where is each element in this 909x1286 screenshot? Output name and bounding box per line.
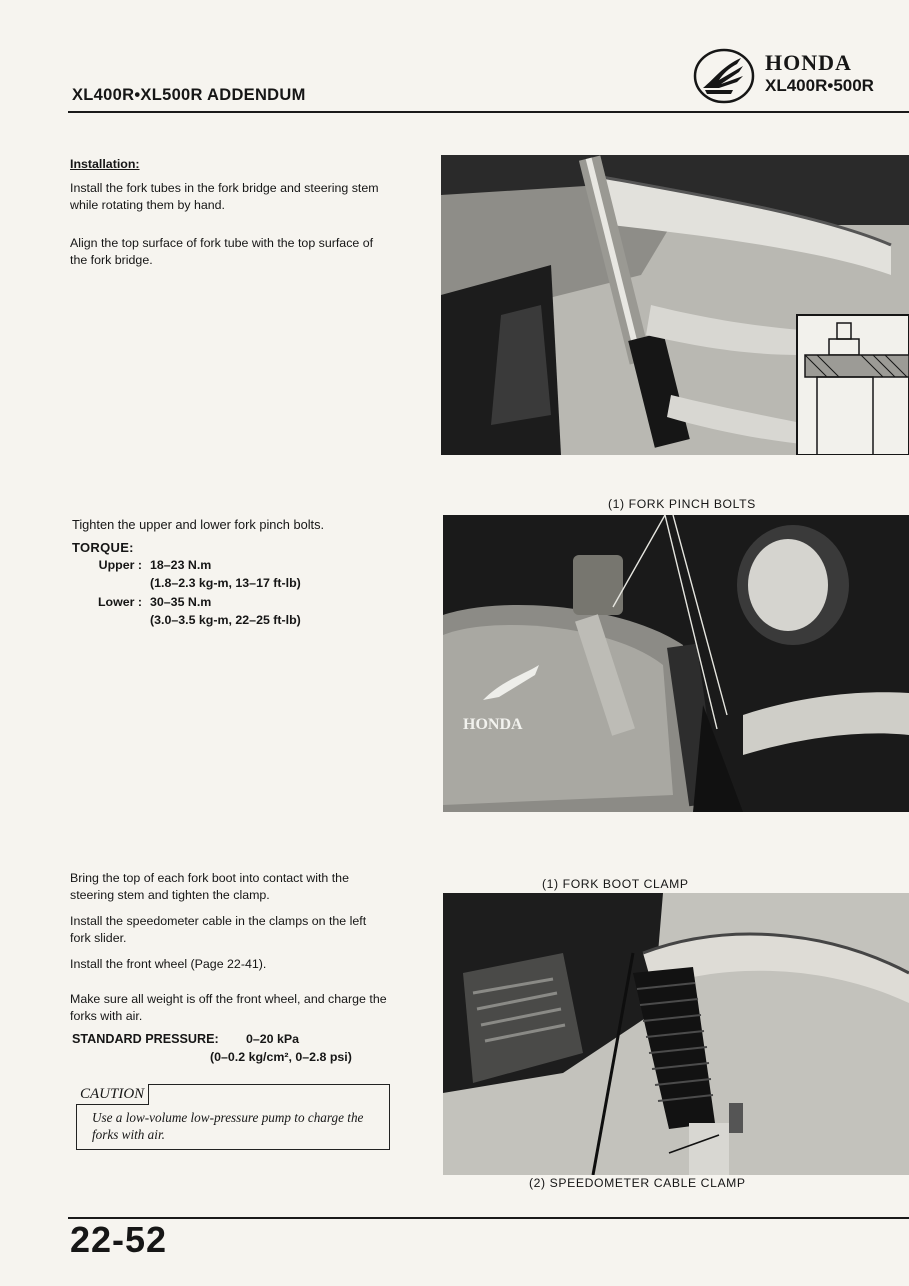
installation-paragraph-1: Install the fork tubes in the fork bridge and steering stem while rotating them by hand. — [70, 181, 379, 212]
footer-rule — [68, 1217, 909, 1219]
boot-paragraph-2: Install the speedometer cable in the clamps on the left fork slider. — [70, 914, 367, 945]
honda-wing-logo-icon — [693, 48, 755, 104]
caption-fork-pinch-bolts: (1) FORK PINCH BOLTS — [608, 497, 756, 511]
standard-pressure-value: 0–20 kPa — [246, 1032, 300, 1046]
photo-fork-installation — [441, 155, 909, 455]
installation-heading: Installation: — [70, 157, 140, 171]
boot-paragraph-3: Install the front wheel (Page 22-41). — [70, 957, 267, 971]
caption-speedometer-cable-clamp: (2) SPEEDOMETER CABLE CLAMP — [529, 1176, 746, 1190]
torque-upper-value: 18–23 N.m — [150, 558, 212, 572]
installation-paragraph-2: Align the top surface of fork tube with the top surface of the fork bridge. — [70, 236, 374, 267]
standard-pressure-alt-value: (0–0.2 kg/cm², 0–2.8 psi) — [210, 1050, 352, 1064]
photo-fork-pinch-bolts — [443, 515, 909, 812]
brand-model: XL400R•500R — [765, 76, 874, 95]
page-header-title: XL400R•XL500R ADDENDUM — [72, 86, 306, 104]
caution-text: Use a low-volume low-pressure pump to charge the forks with air. — [92, 1110, 364, 1142]
page-number: 22-52 — [70, 1219, 168, 1260]
boot-paragraph-1: Bring the top of each fork boot into contact with the steering stem and tighten the clamp. — [70, 871, 349, 902]
torque-lower-value: 30–35 N.m — [150, 595, 212, 609]
header-rule — [68, 111, 909, 113]
torque-upper-alt-value: (1.8–2.3 kg-m, 13–17 ft-lb) — [150, 576, 301, 590]
torque-title: TORQUE: — [72, 540, 134, 555]
torque-lower-label: Lower : — [97, 595, 142, 609]
photo-fork-boot-clamp — [443, 893, 909, 1175]
brand-block — [693, 46, 909, 106]
tighten-instruction: Tighten the upper and lower fork pinch bolts. — [72, 517, 325, 532]
boot-paragraph-4: Make sure all weight is off the front wheel, and charge the forks with air. — [70, 992, 387, 1023]
tank-logo-text: HONDA — [463, 716, 523, 733]
torque-lower-alt-value: (3.0–3.5 kg-m, 22–25 ft-lb) — [150, 613, 301, 627]
standard-pressure-label: STANDARD PRESSURE: — [72, 1032, 219, 1046]
brand-name: HONDA — [765, 50, 852, 75]
caption-fork-boot-clamp: (1) FORK BOOT CLAMP — [542, 877, 689, 891]
caution-tag: CAUTION — [76, 1084, 149, 1105]
torque-upper-label: Upper : — [98, 558, 142, 572]
